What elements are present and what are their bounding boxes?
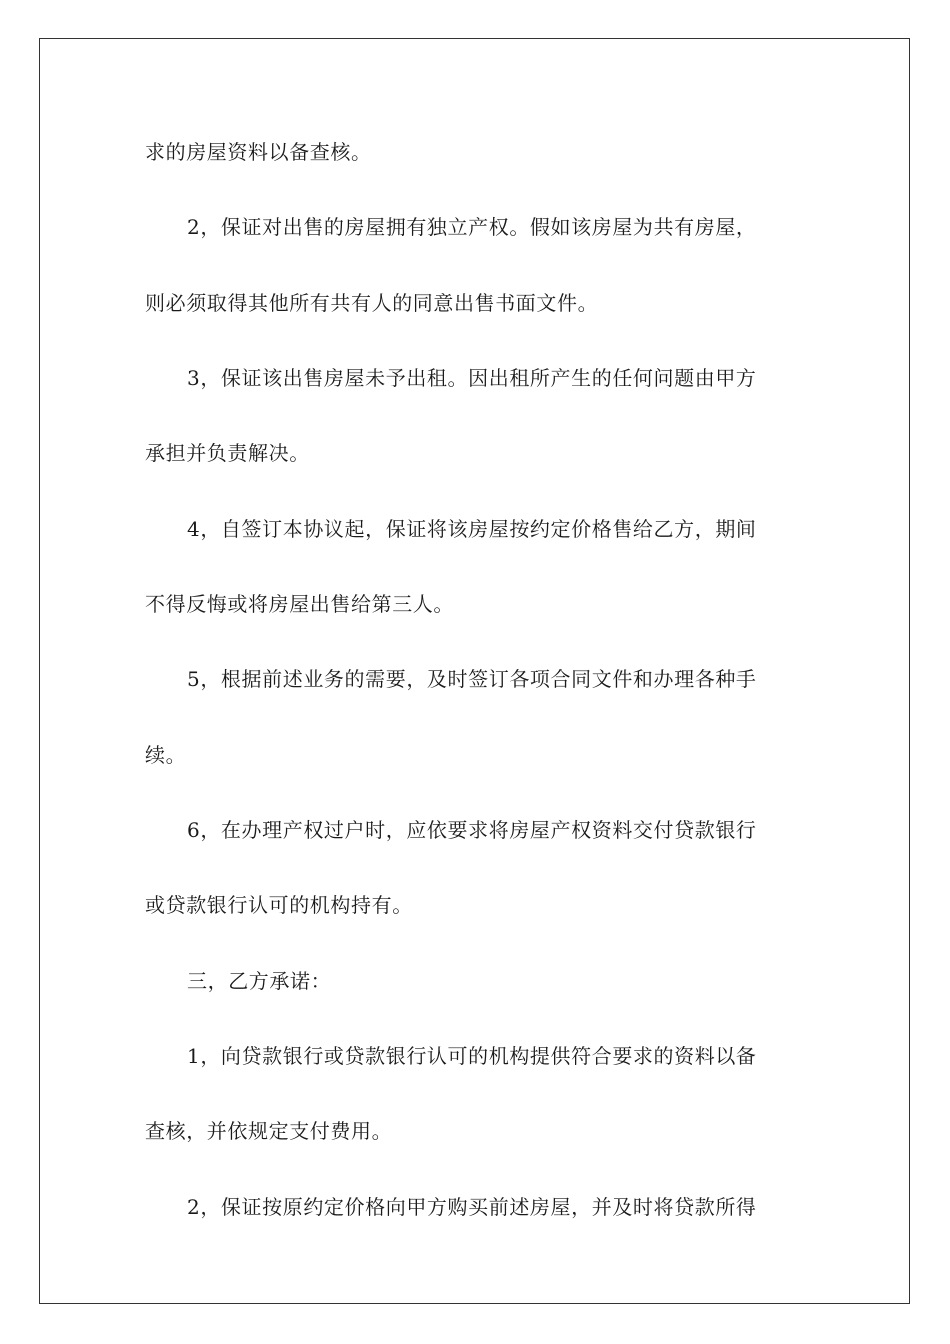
text-line: 续。 bbox=[145, 743, 187, 767]
text-line: 则必须取得其他所有共有人的同意出售书面文件。 bbox=[145, 291, 599, 315]
text-line: 不得反悔或将房屋出售给第三人。 bbox=[145, 592, 454, 616]
text-line: 2，保证按原约定价格向甲方购买前述房屋，并及时将贷款所得 bbox=[187, 1195, 757, 1219]
text-line: 或贷款银行认可的机构持有。 bbox=[145, 893, 413, 917]
text-line: 6，在办理产权过户时，应依要求将房屋产权资料交付贷款银行 bbox=[187, 818, 757, 842]
text-line: 1，向贷款银行或贷款银行认可的机构提供符合要求的资料以备 bbox=[187, 1044, 757, 1068]
section-heading: 三，乙方承诺： bbox=[187, 969, 332, 993]
text-line: 承担并负责解决。 bbox=[145, 441, 310, 465]
text-line: 4，自签订本协议起，保证将该房屋按约定价格售给乙方，期间 bbox=[187, 517, 757, 541]
text-line: 2，保证对出售的房屋拥有独立产权。假如该房屋为共有房屋， bbox=[187, 215, 757, 239]
text-line: 查核，并依规定支付费用。 bbox=[145, 1119, 393, 1143]
text-line: 求的房屋资料以备查核。 bbox=[145, 140, 372, 164]
text-line: 5，根据前述业务的需要，及时签订各项合同文件和办理各种手 bbox=[187, 667, 757, 691]
text-line: 3，保证该出售房屋未予出租。因出租所产生的任何问题由甲方 bbox=[187, 366, 757, 390]
